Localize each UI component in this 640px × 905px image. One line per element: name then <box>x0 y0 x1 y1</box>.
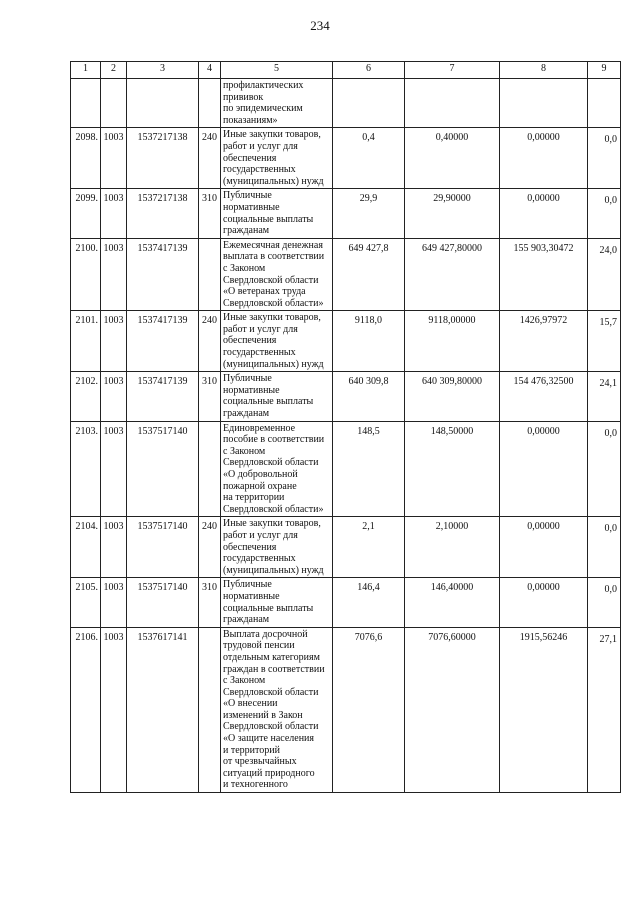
row-number-cell: 2100. <box>71 238 101 311</box>
description-line: с Законом <box>223 445 266 457</box>
approved-amount-cell: 640 309,80000 <box>405 372 500 421</box>
description-cell <box>221 311 333 372</box>
planned-amount-cell: 0,4 <box>333 128 405 189</box>
description-line: социальные выплаты <box>223 396 314 408</box>
execution-percent-cell: 0,0 <box>588 128 621 189</box>
page-number: 234 <box>310 18 330 33</box>
target-article-cell: 1537217138 <box>127 128 199 189</box>
table-row <box>71 238 621 311</box>
column-header: 9 <box>588 62 621 79</box>
description-line: Свердловской области» <box>223 297 324 309</box>
target-article-cell: 1537217138 <box>127 189 199 238</box>
column-header: 6 <box>333 62 405 79</box>
description-line: обеспечения <box>223 541 277 553</box>
execution-percent-cell: 0,0 <box>588 517 621 578</box>
description-line: выплата в соответствии <box>223 251 325 263</box>
target-article-cell <box>127 79 199 128</box>
execution-percent-cell: 27,1 <box>588 627 621 792</box>
description-line: Единовременное <box>223 422 296 434</box>
expense-type-cell: 310 <box>199 189 221 238</box>
description-line: государственных <box>223 553 296 565</box>
planned-amount-cell: 649 427,8 <box>333 238 405 311</box>
expense-type-cell <box>199 421 221 517</box>
execution-percent-cell: 24,0 <box>588 238 621 311</box>
description-line: гражданам <box>223 408 270 420</box>
table-row <box>71 128 621 189</box>
description-line: от чрезвычайных <box>223 756 297 768</box>
approved-amount-cell: 649 427,80000 <box>405 238 500 311</box>
section-code-cell: 1003 <box>101 517 127 578</box>
table-row <box>71 421 621 517</box>
approved-amount-cell: 146,40000 <box>405 578 500 627</box>
description-line: отдельным категориям <box>223 651 320 663</box>
section-code-cell: 1003 <box>101 372 127 421</box>
approved-amount-cell: 29,90000 <box>405 189 500 238</box>
executed-amount-cell: 154 476,32500 <box>500 372 588 421</box>
description-line: государственных <box>223 164 296 176</box>
row-number-cell: 2105. <box>71 578 101 627</box>
description-line: социальные выплаты <box>223 213 314 225</box>
expense-type-cell: 240 <box>199 311 221 372</box>
planned-amount-cell: 7076,6 <box>333 627 405 792</box>
description-line: работ и услуг для <box>223 529 298 541</box>
expense-type-cell: 310 <box>199 372 221 421</box>
description-line: Публичные <box>223 190 272 202</box>
expense-type-cell: 240 <box>199 517 221 578</box>
description-line: (муниципальных) нужд <box>223 358 324 370</box>
target-article-cell: 1537417139 <box>127 372 199 421</box>
section-code-cell: 1003 <box>101 578 127 627</box>
target-article-cell: 1537617141 <box>127 627 199 792</box>
description-line: обеспечения <box>223 152 277 164</box>
approved-amount-cell <box>405 79 500 128</box>
description-line: Выплата досрочной <box>223 628 308 640</box>
row-number-cell: 2104. <box>71 517 101 578</box>
description-line: «О защите населения <box>223 733 314 745</box>
expense-type-cell <box>199 627 221 792</box>
description-line: с Законом <box>223 262 266 274</box>
section-code-cell: 1003 <box>101 627 127 792</box>
execution-percent-cell: 0,0 <box>588 421 621 517</box>
expense-type-cell <box>199 79 221 128</box>
table-row <box>71 189 621 238</box>
executed-amount-cell: 0,00000 <box>500 189 588 238</box>
approved-amount-cell: 2,10000 <box>405 517 500 578</box>
executed-amount-cell: 155 903,30472 <box>500 238 588 311</box>
description-line: пособие в соответствии <box>223 434 325 446</box>
description-line: нормативные <box>223 201 280 213</box>
planned-amount-cell: 148,5 <box>333 421 405 517</box>
row-number-cell: 2103. <box>71 421 101 517</box>
target-article-cell: 1537517140 <box>127 578 199 627</box>
description-line: Ежемесячная денежная <box>223 239 323 251</box>
executed-amount-cell: 0,00000 <box>500 578 588 627</box>
target-article-cell: 1537417139 <box>127 238 199 311</box>
description-line: работ и услуг для <box>223 323 298 335</box>
planned-amount-cell <box>333 79 405 128</box>
section-code-cell: 1003 <box>101 421 127 517</box>
approved-amount-cell: 0,40000 <box>405 128 500 189</box>
execution-percent-cell: 0,0 <box>588 189 621 238</box>
description-line: (муниципальных) нужд <box>223 564 324 576</box>
description-line: «О добровольной <box>223 469 298 480</box>
description-line: Свердловской области <box>223 721 319 733</box>
budget-table <box>70 61 621 793</box>
executed-amount-cell: 1426,97972 <box>500 311 588 372</box>
execution-percent-cell: 15,7 <box>588 311 621 372</box>
description-line: по эпидемическим <box>223 103 303 115</box>
description-line: обеспечения <box>223 335 277 347</box>
executed-amount-cell: 0,00000 <box>500 128 588 189</box>
description-line: изменений в Закон <box>223 709 303 721</box>
description-line: на территории <box>223 492 285 504</box>
description-line: Свердловской области <box>223 457 319 469</box>
description-line: Иные закупки товаров, <box>223 129 321 141</box>
target-article-cell: 1537517140 <box>127 517 199 578</box>
approved-amount-cell: 9118,00000 <box>405 311 500 372</box>
execution-percent-cell: 24,1 <box>588 372 621 421</box>
description-line: профилактических <box>223 80 304 91</box>
description-line: гражданам <box>223 225 270 237</box>
description-cell <box>221 578 333 627</box>
column-header: 8 <box>500 62 588 79</box>
table-row <box>71 578 621 627</box>
section-code-cell: 1003 <box>101 311 127 372</box>
column-header: 7 <box>405 62 500 79</box>
description-line: и техногенного <box>223 779 288 791</box>
description-line: ситуаций природного <box>223 767 315 779</box>
planned-amount-cell: 146,4 <box>333 578 405 627</box>
section-code-cell <box>101 79 127 128</box>
description-line: Публичные <box>223 579 272 591</box>
section-code-cell: 1003 <box>101 128 127 189</box>
approved-amount-cell: 7076,60000 <box>405 627 500 792</box>
description-line: «О ветеранах труда <box>223 286 306 298</box>
description-cell <box>221 79 333 128</box>
executed-amount-cell: 1915,56246 <box>500 627 588 792</box>
section-code-cell: 1003 <box>101 238 127 311</box>
section-code-cell: 1003 <box>101 189 127 238</box>
row-number-cell: 2106. <box>71 627 101 792</box>
planned-amount-cell: 29,9 <box>333 189 405 238</box>
description-cell <box>221 128 333 189</box>
row-number-cell <box>71 79 101 128</box>
description-line: нормативные <box>223 590 280 602</box>
planned-amount-cell: 2,1 <box>333 517 405 578</box>
expense-type-cell: 310 <box>199 578 221 627</box>
execution-percent-cell: 0,0 <box>588 578 621 627</box>
description-line: Свердловской области <box>223 274 319 286</box>
description-cell <box>221 238 333 311</box>
description-line: «О внесении <box>223 698 278 710</box>
table-row <box>71 311 621 372</box>
description-line: с Законом <box>223 675 266 687</box>
row-number-cell: 2101. <box>71 311 101 372</box>
column-header: 3 <box>127 62 199 79</box>
column-header: 5 <box>221 62 333 79</box>
description-line: пожарной охране <box>223 480 297 492</box>
description-line: Иные закупки товаров, <box>223 518 321 530</box>
description-line: Свердловской области» <box>223 503 324 515</box>
expense-type-cell: 240 <box>199 128 221 189</box>
description-line: государственных <box>223 347 296 359</box>
row-number-cell: 2099. <box>71 189 101 238</box>
header-row <box>71 62 621 79</box>
approved-amount-cell: 148,50000 <box>405 421 500 517</box>
execution-percent-cell <box>588 79 621 128</box>
description-line: граждан в соответствии <box>223 663 325 675</box>
description-cell <box>221 517 333 578</box>
description-line: социальные выплаты <box>223 602 314 614</box>
planned-amount-cell: 9118,0 <box>333 311 405 372</box>
column-header: 1 <box>71 62 101 79</box>
executed-amount-cell <box>500 79 588 128</box>
expense-type-cell <box>199 238 221 311</box>
table-row <box>71 372 621 421</box>
column-header: 4 <box>199 62 221 79</box>
description-line: (муниципальных) нужд <box>223 175 324 187</box>
target-article-cell: 1537517140 <box>127 421 199 517</box>
description-cell <box>221 372 333 421</box>
table-row <box>71 79 621 128</box>
description-line: прививок <box>223 91 264 103</box>
table-row <box>71 627 621 792</box>
description-line: показаниям» <box>223 114 278 126</box>
description-line: трудовой пенсии <box>223 640 295 652</box>
description-cell <box>221 189 333 238</box>
description-cell <box>221 421 333 517</box>
description-line: Свердловской области <box>223 686 319 698</box>
description-line: и территорий <box>223 744 280 756</box>
executed-amount-cell: 0,00000 <box>500 421 588 517</box>
description-cell <box>221 627 333 792</box>
executed-amount-cell: 0,00000 <box>500 517 588 578</box>
target-article-cell: 1537417139 <box>127 311 199 372</box>
row-number-cell: 2102. <box>71 372 101 421</box>
description-line: нормативные <box>223 384 280 396</box>
planned-amount-cell: 640 309,8 <box>333 372 405 421</box>
description-line: гражданам <box>223 614 270 626</box>
table-row <box>71 517 621 578</box>
description-line: Иные закупки товаров, <box>223 312 321 324</box>
row-number-cell: 2098. <box>71 128 101 189</box>
description-line: работ и услуг для <box>223 140 298 152</box>
column-header: 2 <box>101 62 127 79</box>
description-line: Публичные <box>223 373 272 385</box>
